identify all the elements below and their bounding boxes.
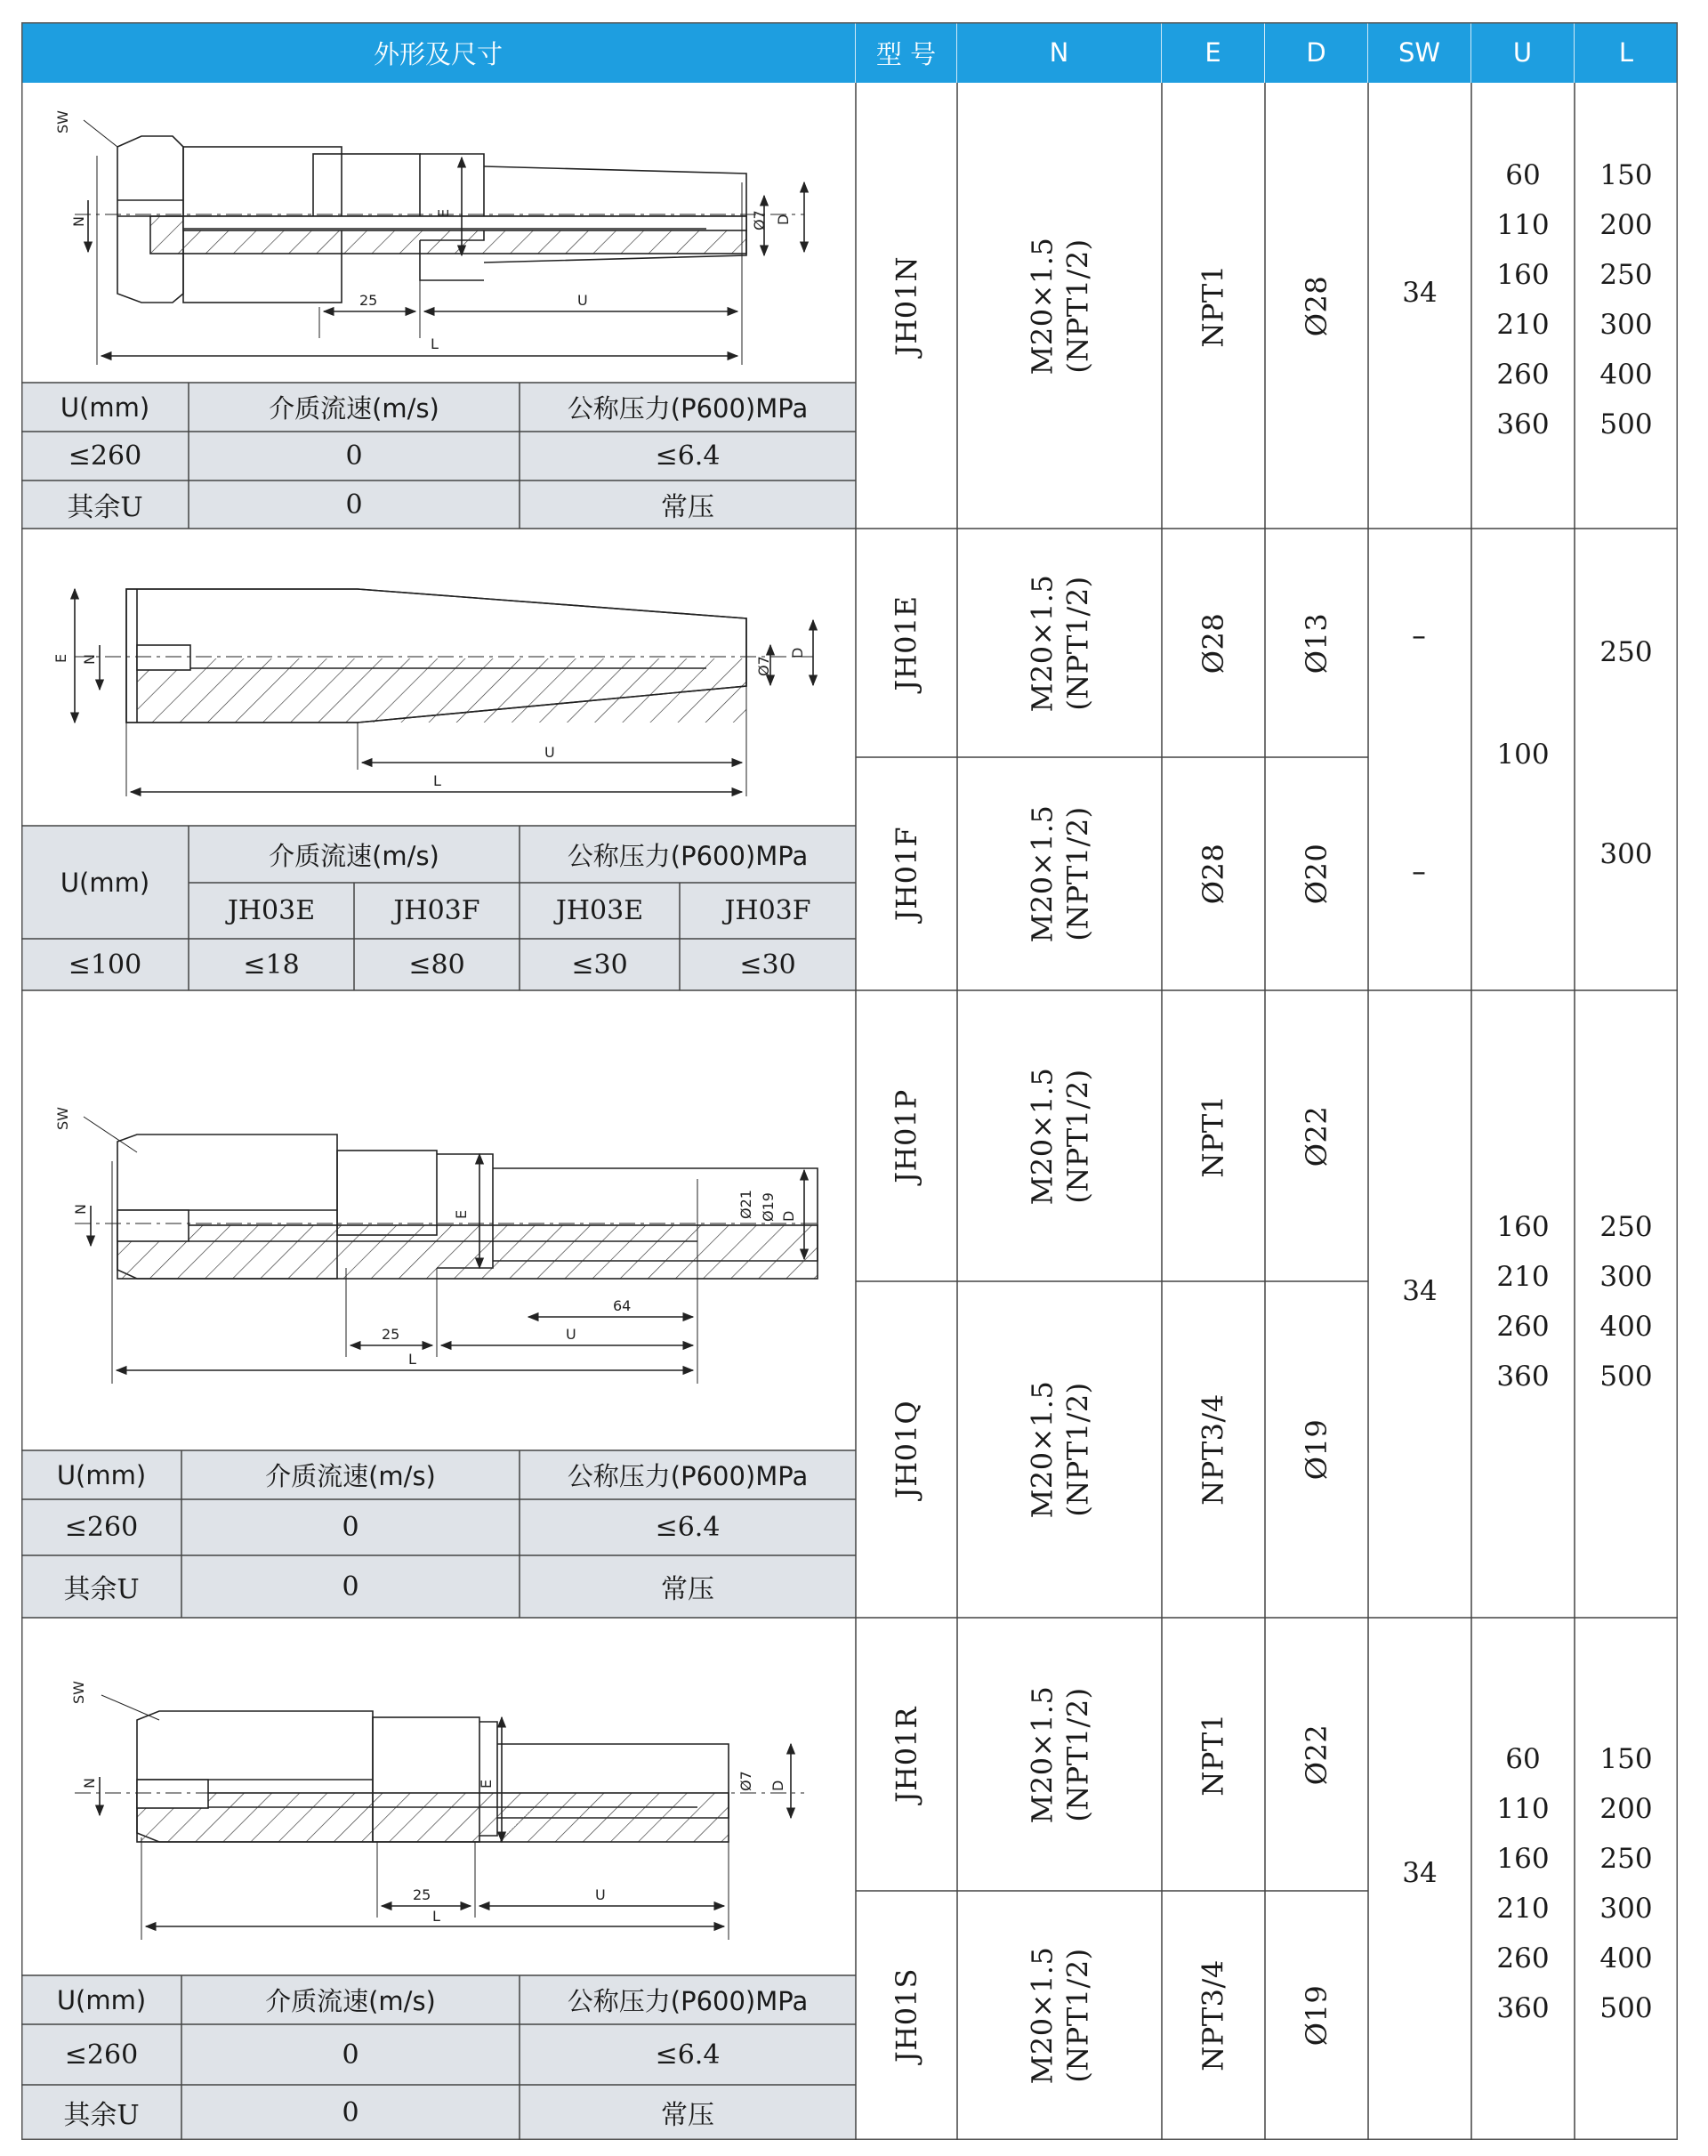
n-jh01n: M20×1.5 (NPT1/2)	[1025, 237, 1094, 375]
model-jh01e: JH01E	[890, 594, 923, 691]
svg-text:L: L	[433, 772, 441, 789]
svg-text:U: U	[595, 1886, 606, 1903]
svg-text:N: N	[81, 654, 98, 665]
svg-text:D: D	[789, 647, 806, 658]
l-jh01e: 250	[1599, 636, 1653, 668]
model-jh01f: JH01F	[890, 826, 923, 922]
t3-r2-flow: 0	[342, 1571, 359, 1603]
sw-jh01e: –	[1412, 618, 1426, 652]
svg-text:Ø21: Ø21	[737, 1190, 754, 1219]
t2-h-pressure: 公称压力(P600)MPa	[567, 840, 809, 871]
t2-r1-u: ≤100	[68, 949, 142, 981]
t1-r2-pressure: 常压	[661, 492, 714, 523]
e-jh01s: NPT3/4	[1196, 1959, 1230, 2071]
model-jh01r: JH01R	[889, 1706, 923, 1803]
e-jh01e: Ø28	[1196, 612, 1230, 674]
e-jh01n: NPT1	[1196, 263, 1230, 348]
model-jh01s: JH01S	[890, 1968, 923, 2063]
e-jh01r: NPT1	[1196, 1712, 1230, 1797]
svg-text:Ø19: Ø19	[760, 1192, 777, 1222]
l-list-jh01n: 150 200 250 300 400 500	[1599, 159, 1653, 440]
header-l: L	[1575, 22, 1678, 83]
n-jh01s: M20×1.5 (NPT1/2)	[1025, 1946, 1094, 2085]
u-list-jh01rs: 60 110 160 210 260 360	[1496, 1743, 1550, 2024]
d-jh01p: Ø22	[1299, 1105, 1333, 1167]
u-jh01ef: 100	[1496, 739, 1550, 771]
e-jh01p: NPT1	[1196, 1094, 1230, 1178]
t3-r1-flow: 0	[342, 1512, 359, 1543]
d-jh01e: Ø13	[1299, 612, 1333, 674]
sw-jh01n: 34	[1402, 277, 1438, 309]
sw-jh01pq: 34	[1402, 1275, 1438, 1307]
svg-text:SW: SW	[54, 1107, 71, 1130]
t2-r1-press-f: ≤30	[739, 949, 796, 981]
header-shape: 外形及尺寸	[21, 22, 856, 83]
t1-r2-u: 其余U	[67, 492, 143, 523]
t3-r1-pressure: ≤6.4	[655, 1512, 721, 1543]
n-jh01f: M20×1.5 (NPT1/2)	[1025, 804, 1094, 943]
header-n: N	[957, 22, 1162, 83]
l-list-jh01rs: 150 200 250 300 400 500	[1599, 1743, 1653, 2024]
t2-h-u: U(mm)	[60, 867, 150, 898]
t1-r1-flow: 0	[345, 440, 363, 472]
svg-text:Ø7: Ø7	[755, 656, 772, 676]
n-jh01r: M20×1.5 (NPT1/2)	[1025, 1685, 1094, 1823]
svg-text:SW: SW	[70, 1681, 87, 1704]
n-jh01e: M20×1.5 (NPT1/2)	[1025, 574, 1094, 712]
svg-text:Ø7: Ø7	[737, 1771, 754, 1791]
t4-h-u: U(mm)	[56, 1984, 147, 2015]
u-list-jh01pq: 160 210 260 360	[1496, 1211, 1550, 1393]
header-d: D	[1265, 22, 1368, 83]
header-u: U	[1471, 22, 1575, 83]
t2-r1-press-e: ≤30	[571, 949, 628, 981]
svg-text:D: D	[769, 1780, 786, 1791]
drawing-jh01rs	[75, 1695, 804, 1940]
model-jh01n: JH01N	[889, 255, 923, 356]
t3-r1-u: ≤260	[64, 1512, 139, 1543]
n-jh01q: M20×1.5 (NPT1/2)	[1025, 1380, 1094, 1519]
t2-s-press-e: JH03E	[555, 895, 644, 926]
l-jh01f: 300	[1599, 838, 1653, 870]
drawing-jh01ef	[75, 589, 813, 796]
drawing-jh01pq	[75, 1117, 818, 1384]
svg-text:25: 25	[359, 292, 378, 309]
t3-r2-pressure: 常压	[661, 1574, 714, 1605]
d-jh01q: Ø19	[1299, 1418, 1333, 1481]
svg-text:64: 64	[613, 1297, 632, 1314]
header-model: 型 号	[856, 22, 957, 83]
t2-r1-flow-f: ≤80	[408, 949, 465, 981]
svg-text:L: L	[432, 1908, 440, 1925]
t4-r2-flow: 0	[342, 2096, 359, 2128]
svg-text:U: U	[566, 1326, 576, 1343]
svg-text:D: D	[780, 1210, 797, 1222]
svg-text:U: U	[544, 744, 555, 761]
t3-h-flow: 介质流速(m/s)	[265, 1461, 436, 1491]
t4-h-pressure: 公称压力(P600)MPa	[567, 1986, 809, 2016]
u-list-jh01n: 60 110 160 210 260 360	[1496, 159, 1550, 440]
t4-r2-pressure: 常压	[661, 2100, 714, 2131]
svg-text:E: E	[478, 1779, 495, 1789]
svg-text:25: 25	[413, 1886, 431, 1903]
spec-table	[21, 22, 1678, 2140]
d-jh01s: Ø19	[1299, 1984, 1333, 2047]
header-e: E	[1162, 22, 1265, 83]
svg-text:L: L	[408, 1351, 416, 1368]
d-jh01n: Ø28	[1299, 275, 1333, 336]
d-jh01f: Ø20	[1299, 843, 1333, 905]
svg-text:SW: SW	[54, 110, 71, 133]
n-jh01p: M20×1.5 (NPT1/2)	[1025, 1067, 1094, 1205]
t2-s-press-f: JH03F	[724, 895, 811, 926]
t4-r2-u: 其余U	[63, 2100, 140, 2131]
t1-h-u: U(mm)	[60, 392, 150, 423]
svg-text:E: E	[52, 653, 69, 663]
svg-text:N: N	[72, 1204, 89, 1215]
t1-h-pressure: 公称压力(P600)MPa	[567, 393, 809, 424]
drawing-jh01n	[75, 120, 804, 365]
l-list-jh01pq: 250 300 400 500	[1599, 1211, 1653, 1393]
t3-h-pressure: 公称压力(P600)MPa	[567, 1461, 809, 1491]
t4-r1-pressure: ≤6.4	[655, 2039, 721, 2071]
svg-text:E: E	[453, 1209, 470, 1219]
t4-r1-flow: 0	[342, 2039, 359, 2071]
t1-r1-u: ≤260	[68, 440, 142, 472]
t1-r1-pressure: ≤6.4	[655, 440, 721, 472]
e-jh01q: NPT3/4	[1196, 1393, 1230, 1506]
t3-h-u: U(mm)	[56, 1459, 147, 1490]
svg-text:L: L	[431, 335, 439, 352]
t2-r1-flow-e: ≤18	[243, 949, 300, 981]
sw-jh01f: –	[1412, 854, 1426, 888]
svg-text:N: N	[70, 216, 87, 227]
svg-text:Ø7: Ø7	[751, 210, 768, 230]
drawings	[21, 22, 856, 2140]
t2-s-flow-f: JH03F	[393, 895, 480, 926]
sw-jh01rs: 34	[1402, 1857, 1438, 1889]
svg-text:N: N	[81, 1778, 98, 1789]
svg-text:D: D	[775, 214, 792, 225]
svg-text:25: 25	[382, 1326, 400, 1343]
t1-r2-flow: 0	[345, 489, 363, 521]
e-jh01f: Ø28	[1196, 843, 1230, 905]
d-jh01r: Ø22	[1299, 1724, 1333, 1785]
t1-h-flow: 介质流速(m/s)	[269, 393, 439, 424]
model-jh01q: JH01Q	[890, 1400, 923, 1499]
model-jh01p: JH01P	[889, 1088, 923, 1183]
t4-r1-u: ≤260	[64, 2039, 139, 2071]
t2-h-flow: 介质流速(m/s)	[269, 840, 439, 871]
header-sw: SW	[1368, 22, 1471, 83]
t2-s-flow-e: JH03E	[227, 895, 316, 926]
t4-h-flow: 介质流速(m/s)	[265, 1986, 436, 2016]
svg-text:U: U	[577, 292, 588, 309]
t3-r2-u: 其余U	[63, 1574, 140, 1605]
svg-text:E: E	[435, 208, 452, 218]
